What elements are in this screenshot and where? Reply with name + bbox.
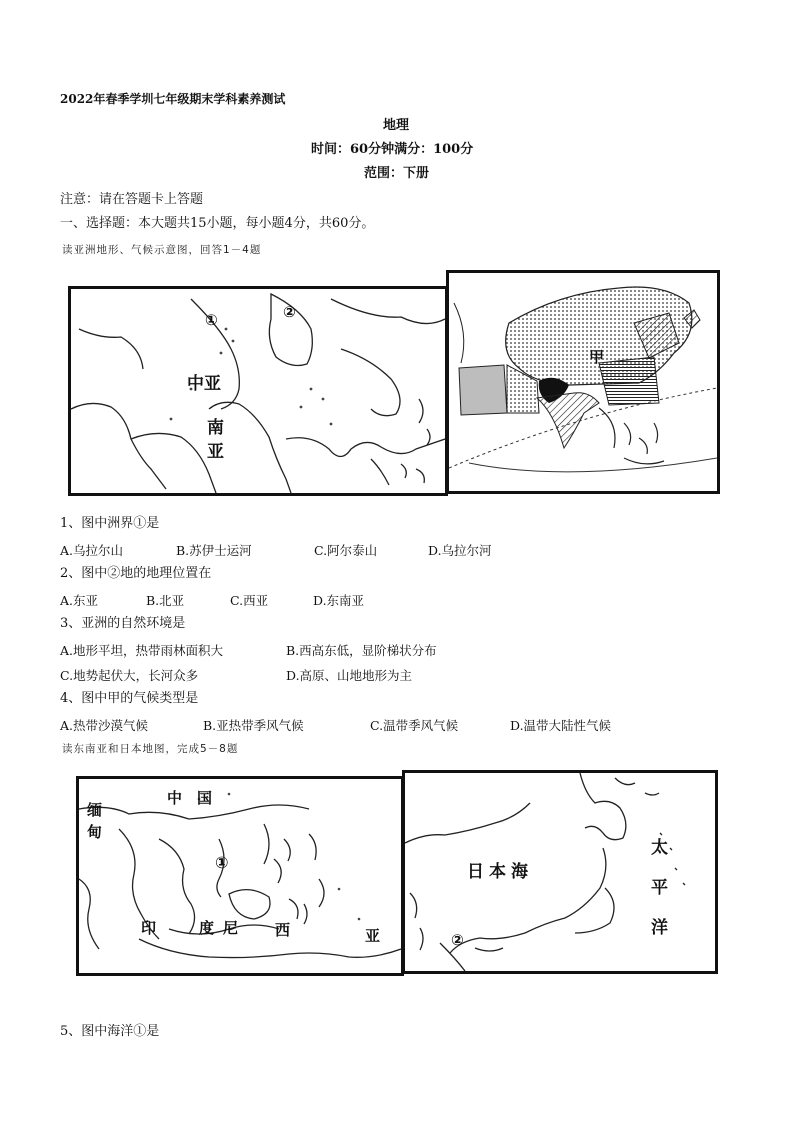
q2-option-c[interactable]: C.西亚 xyxy=(230,593,269,608)
q3-stem: 3、亚洲的自然环境是 xyxy=(60,616,186,631)
q1-option-a[interactable]: A.乌拉尔山 xyxy=(60,543,124,558)
marker-1: ① xyxy=(205,311,218,329)
q1-option-b[interactable]: B.苏伊士运河 xyxy=(176,543,252,558)
q1-option-d[interactable]: D.乌拉尔河 xyxy=(428,543,492,558)
label-indonesia-1: 印 xyxy=(141,919,157,937)
label-myanmar-2: 甸 xyxy=(87,823,103,841)
label-myanmar-1: 缅 xyxy=(87,801,103,819)
southeast-asia-outline xyxy=(79,779,401,973)
marker-2: ② xyxy=(283,303,296,321)
label-jia: 甲 xyxy=(589,348,605,366)
q3-option-b[interactable]: B.西高东低，显阶梯状分布 xyxy=(286,643,437,658)
q1-option-c[interactable]: C.阿尔泰山 xyxy=(314,543,378,558)
label-indonesia-4: 西 xyxy=(275,921,291,939)
southeast-asia-map xyxy=(76,776,404,976)
label-pacific-3: 洋 xyxy=(651,918,668,938)
notice: 注意：请在答题卡上答题 xyxy=(60,192,204,207)
asia-terrain-map xyxy=(68,286,448,496)
group2-instruction: 读东南亚和日本地图，完成5－8题 xyxy=(62,743,239,755)
marker-sea-1: ① xyxy=(215,853,229,872)
q4-option-c[interactable]: C.温带季风气候 xyxy=(370,718,459,733)
q4-option-b[interactable]: B.亚热带季风气候 xyxy=(203,718,304,733)
q2-option-a[interactable]: A.东亚 xyxy=(60,593,99,608)
asia-terrain-outline xyxy=(71,289,445,493)
asia-climate-outline xyxy=(449,273,717,491)
q3-option-d[interactable]: D.高原、山地地形为主 xyxy=(286,668,413,683)
q4-option-a[interactable]: A.热带沙漠气候 xyxy=(60,718,149,733)
label-south-asia-2: 亚 xyxy=(207,442,224,462)
q2-option-d[interactable]: D.东南亚 xyxy=(313,593,365,608)
exam-title: 2022年春季学圳七年级期末学科素养测试 xyxy=(60,92,286,106)
asia-climate-map xyxy=(446,270,720,494)
section-one-heading: 一、选择题：本大题共15小题，每小题4分，共60分。 xyxy=(60,216,375,231)
time-info: 时间：60分钟满分：100分 xyxy=(311,142,474,157)
q2-option-b[interactable]: B.北亚 xyxy=(146,593,185,608)
japan-map xyxy=(402,770,718,974)
label-pacific-1: 太 xyxy=(651,838,668,858)
label-indonesia-2: 度 xyxy=(199,919,215,937)
label-sea-of-japan: 日本海 xyxy=(467,862,533,882)
marker-2-japan: ② xyxy=(451,931,464,949)
label-central-asia: 中亚 xyxy=(187,374,221,394)
q5-stem: 5、图中海洋①是 xyxy=(60,1024,160,1039)
group1-instruction: 读亚洲地形、气候示意图，回答1－4题 xyxy=(62,244,262,256)
subject-title: 地理 xyxy=(383,118,410,133)
q1-stem: 1、图中洲界①是 xyxy=(60,516,160,531)
q3-option-a[interactable]: A.地形平坦，热带雨林面积大 xyxy=(60,643,224,658)
q3-option-c[interactable]: C.地势起伏大，长河众多 xyxy=(60,668,199,683)
label-south-asia-1: 南 xyxy=(207,418,224,438)
q4-stem: 4、图中甲的气候类型是 xyxy=(60,691,199,706)
q2-stem: 2、图中②地的地理位置在 xyxy=(60,566,212,581)
label-china: 中 国 xyxy=(167,789,213,807)
q4-option-d[interactable]: D.温带大陆性气候 xyxy=(510,718,612,733)
label-pacific-2: 平 xyxy=(651,878,668,898)
scope-info: 范围：下册 xyxy=(364,166,430,181)
label-indonesia-5: 亚 xyxy=(365,927,381,945)
label-indonesia-3: 尼 xyxy=(223,919,239,937)
